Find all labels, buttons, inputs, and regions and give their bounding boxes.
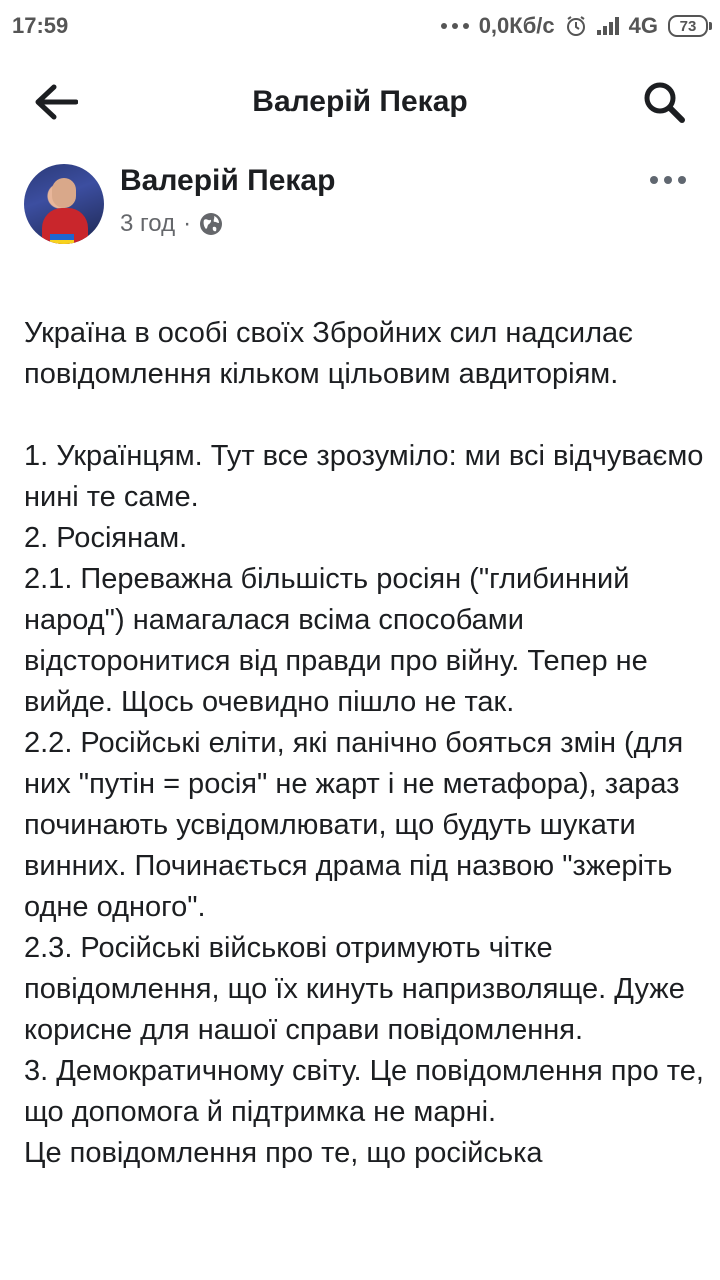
more-dots-icon <box>441 23 469 29</box>
battery-icon <box>668 15 708 37</box>
post-time[interactable]: 3 год <box>120 210 176 237</box>
back-arrow-icon <box>34 84 78 120</box>
search-icon <box>643 81 685 123</box>
post-paragraph: 2.1. Переважна більшість росіян ("глибинний народ") намагалася всіма способами відсторонитися від правди про війну. Тепер не вийде. Щось очевидно пішло не так. <box>24 563 656 718</box>
more-options-icon[interactable] <box>650 170 686 190</box>
meta-separator: · <box>183 210 192 237</box>
app-bar <box>0 60 720 144</box>
post-header <box>0 160 720 250</box>
signal-icon <box>597 17 619 35</box>
status-bar <box>0 0 720 52</box>
status-time: 17:59 <box>12 13 69 38</box>
back-button[interactable] <box>30 76 82 128</box>
search-button[interactable] <box>638 76 690 128</box>
post-paragraph: 1. Українцям. Тут все зрозуміло: ми всі відчуваємо нині те саме. <box>24 440 712 513</box>
post-paragraph: 2.3. Російські військові отримують чітке повідомлення, що їх кинуть напризволяще. Дуже корисне для нашої справи повідомлення. <box>24 932 693 1046</box>
post-paragraph: Це повідомлення про те, що російська <box>24 1137 543 1169</box>
post-author-name[interactable]: Валерій Пекар <box>120 164 336 197</box>
post-body <box>24 272 712 1215</box>
post-paragraph: 3. Демократичному світу. Це повідомлення про те, що допомога й підтримка не марні. <box>24 1055 712 1128</box>
post-paragraph: 2. Росіянам. <box>24 522 188 554</box>
post-meta <box>120 210 223 238</box>
status-network-type: 4G <box>628 13 658 38</box>
post-paragraph <box>24 395 704 436</box>
battery-level: 73 <box>679 17 697 35</box>
status-right-group <box>441 13 708 39</box>
avatar[interactable] <box>24 164 104 244</box>
status-net-speed: 0,0Кб/с <box>478 13 555 38</box>
page-title: Валерій Пекар <box>252 85 468 118</box>
post-paragraph: 2.2. Російські еліти, які панічно бояться змін (для них "путін = росія" не жарт і не метафора), зараз починають усвідомлювати, що будуть шукати винних. Починається драма під назвою "зжеріть одне одного". <box>24 727 692 923</box>
post-paragraph: Україна в особі своїх Збройних сил надсилає повідомлення кільком цільовим авдиторіям. <box>24 317 642 390</box>
alarm-icon <box>565 15 587 37</box>
globe-icon <box>199 212 223 236</box>
